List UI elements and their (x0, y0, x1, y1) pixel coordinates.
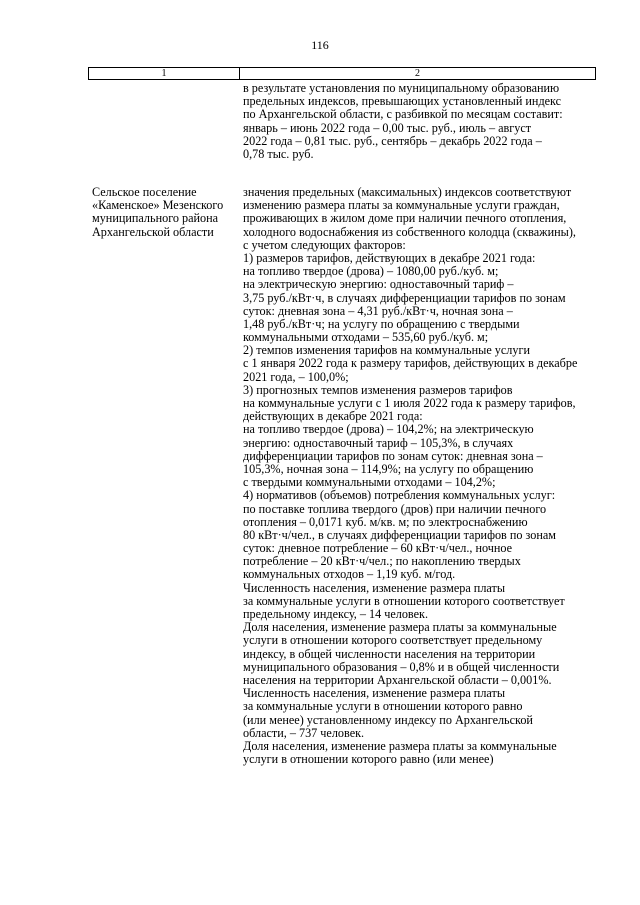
text-line: с твердыми коммунальными отходами – 104,2%; (243, 475, 496, 490)
text-line: 2) темпов изменения тарифов на коммунальные услуги (243, 343, 530, 358)
text-line: с 1 января 2022 года к размеру тарифов, действующих в декабре (243, 356, 578, 371)
text-line: действующих в декабре 2021 года: (243, 409, 423, 424)
text-line: холодного водоснабжения из собственного колодца (скважины), (243, 224, 576, 239)
text-line: 3) прогнозных темпов изменения размеров тарифов (243, 382, 513, 397)
text-line: Численность населения, изменение размера платы (243, 686, 506, 701)
text-line: на топливо твердое (дрова) – 104,2%; на электрическую (243, 422, 534, 437)
text-line: 0,78 тыс. руб. (243, 146, 314, 161)
text-line: Численность населения, изменение размера платы (243, 580, 506, 595)
text-line: дифференциации тарифов по зонам суток: дневная зона – (243, 448, 543, 463)
text-line: Доля населения, изменение размера платы за коммунальные (243, 620, 557, 635)
text-line: предельному индексу, – 14 человек. (243, 607, 428, 621)
text-line: отопления – 0,0171 куб. м/кв. м; по электроснабжению (243, 514, 528, 529)
text-line: коммунальными отходами – 535,60 руб./куб. м; (243, 330, 489, 345)
text-line: предельных индексов, превышающих установленный индекс (243, 94, 562, 109)
table-header-col-1: 1 (89, 68, 240, 79)
text-line: январь – июнь 2022 года – 0,00 тыс. руб., июль – август (243, 120, 532, 135)
text-line: 2022 года – 0,81 тыс. руб., сентябрь – декабрь 2022 года – (243, 133, 542, 148)
text-line: 3,75 руб./кВт·ч, в случаях дифференциации тарифов по зонам (243, 290, 566, 305)
text-line: потребление – 20 кВт·ч/чел.; по накоплению твердых (243, 554, 521, 569)
page-number: 116 (311, 38, 329, 52)
text-line: муниципального образования – 0,8% и в общей численности (243, 659, 560, 674)
text-line: 1,48 руб./кВт·ч; на услугу по обращению с твердыми (243, 316, 520, 331)
text-line: на электрическую энергию: одноставочный тариф – (243, 277, 514, 292)
text-line: в результате установления по муниципальному образованию (243, 81, 560, 95)
text-line: суток: дневное потребление – 60 кВт·ч/чел., ночное (243, 541, 513, 556)
text-line: муниципального района (92, 211, 219, 226)
text-line: 4) нормативов (объемов) потребления коммунальных услуг: (243, 488, 556, 503)
text-line: по поставке топлива твердого (дров) при наличии печного (243, 501, 547, 516)
text-line: услуги в отношении которого равно (или менее) (243, 752, 494, 767)
text-line: услуги в отношении которого соответствует предельному (243, 633, 543, 648)
text-line: 105,3%, ночная зона – 114,9%; на услугу по обращению (243, 461, 534, 476)
municipality-name (92, 186, 238, 239)
text-line: Сельское поселение (92, 185, 197, 199)
text-line: «Каменское» Мезенского (92, 198, 224, 213)
text-line: 80 кВт·ч/чел., в случаях дифференциации тарифов по зонам (243, 527, 557, 542)
text-line: населения на территории Архангельской области – 0,001%. (243, 672, 552, 687)
text-line: 2021 года, – 100,0%; (243, 369, 349, 384)
text-line: энергию: одноставочный тариф – 105,3%, в случаях (243, 435, 514, 450)
text-line: за коммунальные услуги в отношении которого соответствует (243, 593, 565, 608)
text-line: коммунальных отходов – 1,19 куб. м/год. (243, 567, 456, 582)
text-line: проживающих в жилом доме при наличии печного отопления, (243, 211, 567, 226)
text-line: на топливо твердое (дрова) – 1080,00 руб./куб. м; (243, 264, 499, 279)
text-line: Доля населения, изменение размера платы за коммунальные (243, 738, 557, 753)
text-line: суток: дневная зона – 4,31 руб./кВт·ч, ночная зона – (243, 303, 513, 318)
paragraph-block-2 (243, 186, 599, 766)
text-line: за коммунальные услуги в отношении которого равно (243, 699, 523, 714)
text-line: по Архангельской области, с разбивкой по месяцам составит: (243, 107, 563, 122)
text-line: изменению размера платы за коммунальные услуги граждан, (243, 198, 560, 213)
text-line: с учетом следующих факторов: (243, 237, 406, 252)
text-line: (или менее) установленному индексу по Архангельской (243, 712, 533, 727)
text-line: области, – 737 человек. (243, 725, 365, 740)
table-header-col-2: 2 (415, 68, 420, 79)
text-line: индексу, в общей численности населения на территории (243, 646, 536, 661)
table-header-row (88, 67, 596, 80)
text-line: значения предельных (максимальных) индексов соответствуют (243, 185, 572, 199)
paragraph-block-1 (243, 82, 599, 161)
text-line: на коммунальные услуги с 1 июля 2022 года к размеру тарифов, (243, 396, 576, 410)
text-line: 1) размеров тарифов, действующих в декабре 2021 года: (243, 250, 536, 265)
text-line: Архангельской области (92, 224, 214, 239)
